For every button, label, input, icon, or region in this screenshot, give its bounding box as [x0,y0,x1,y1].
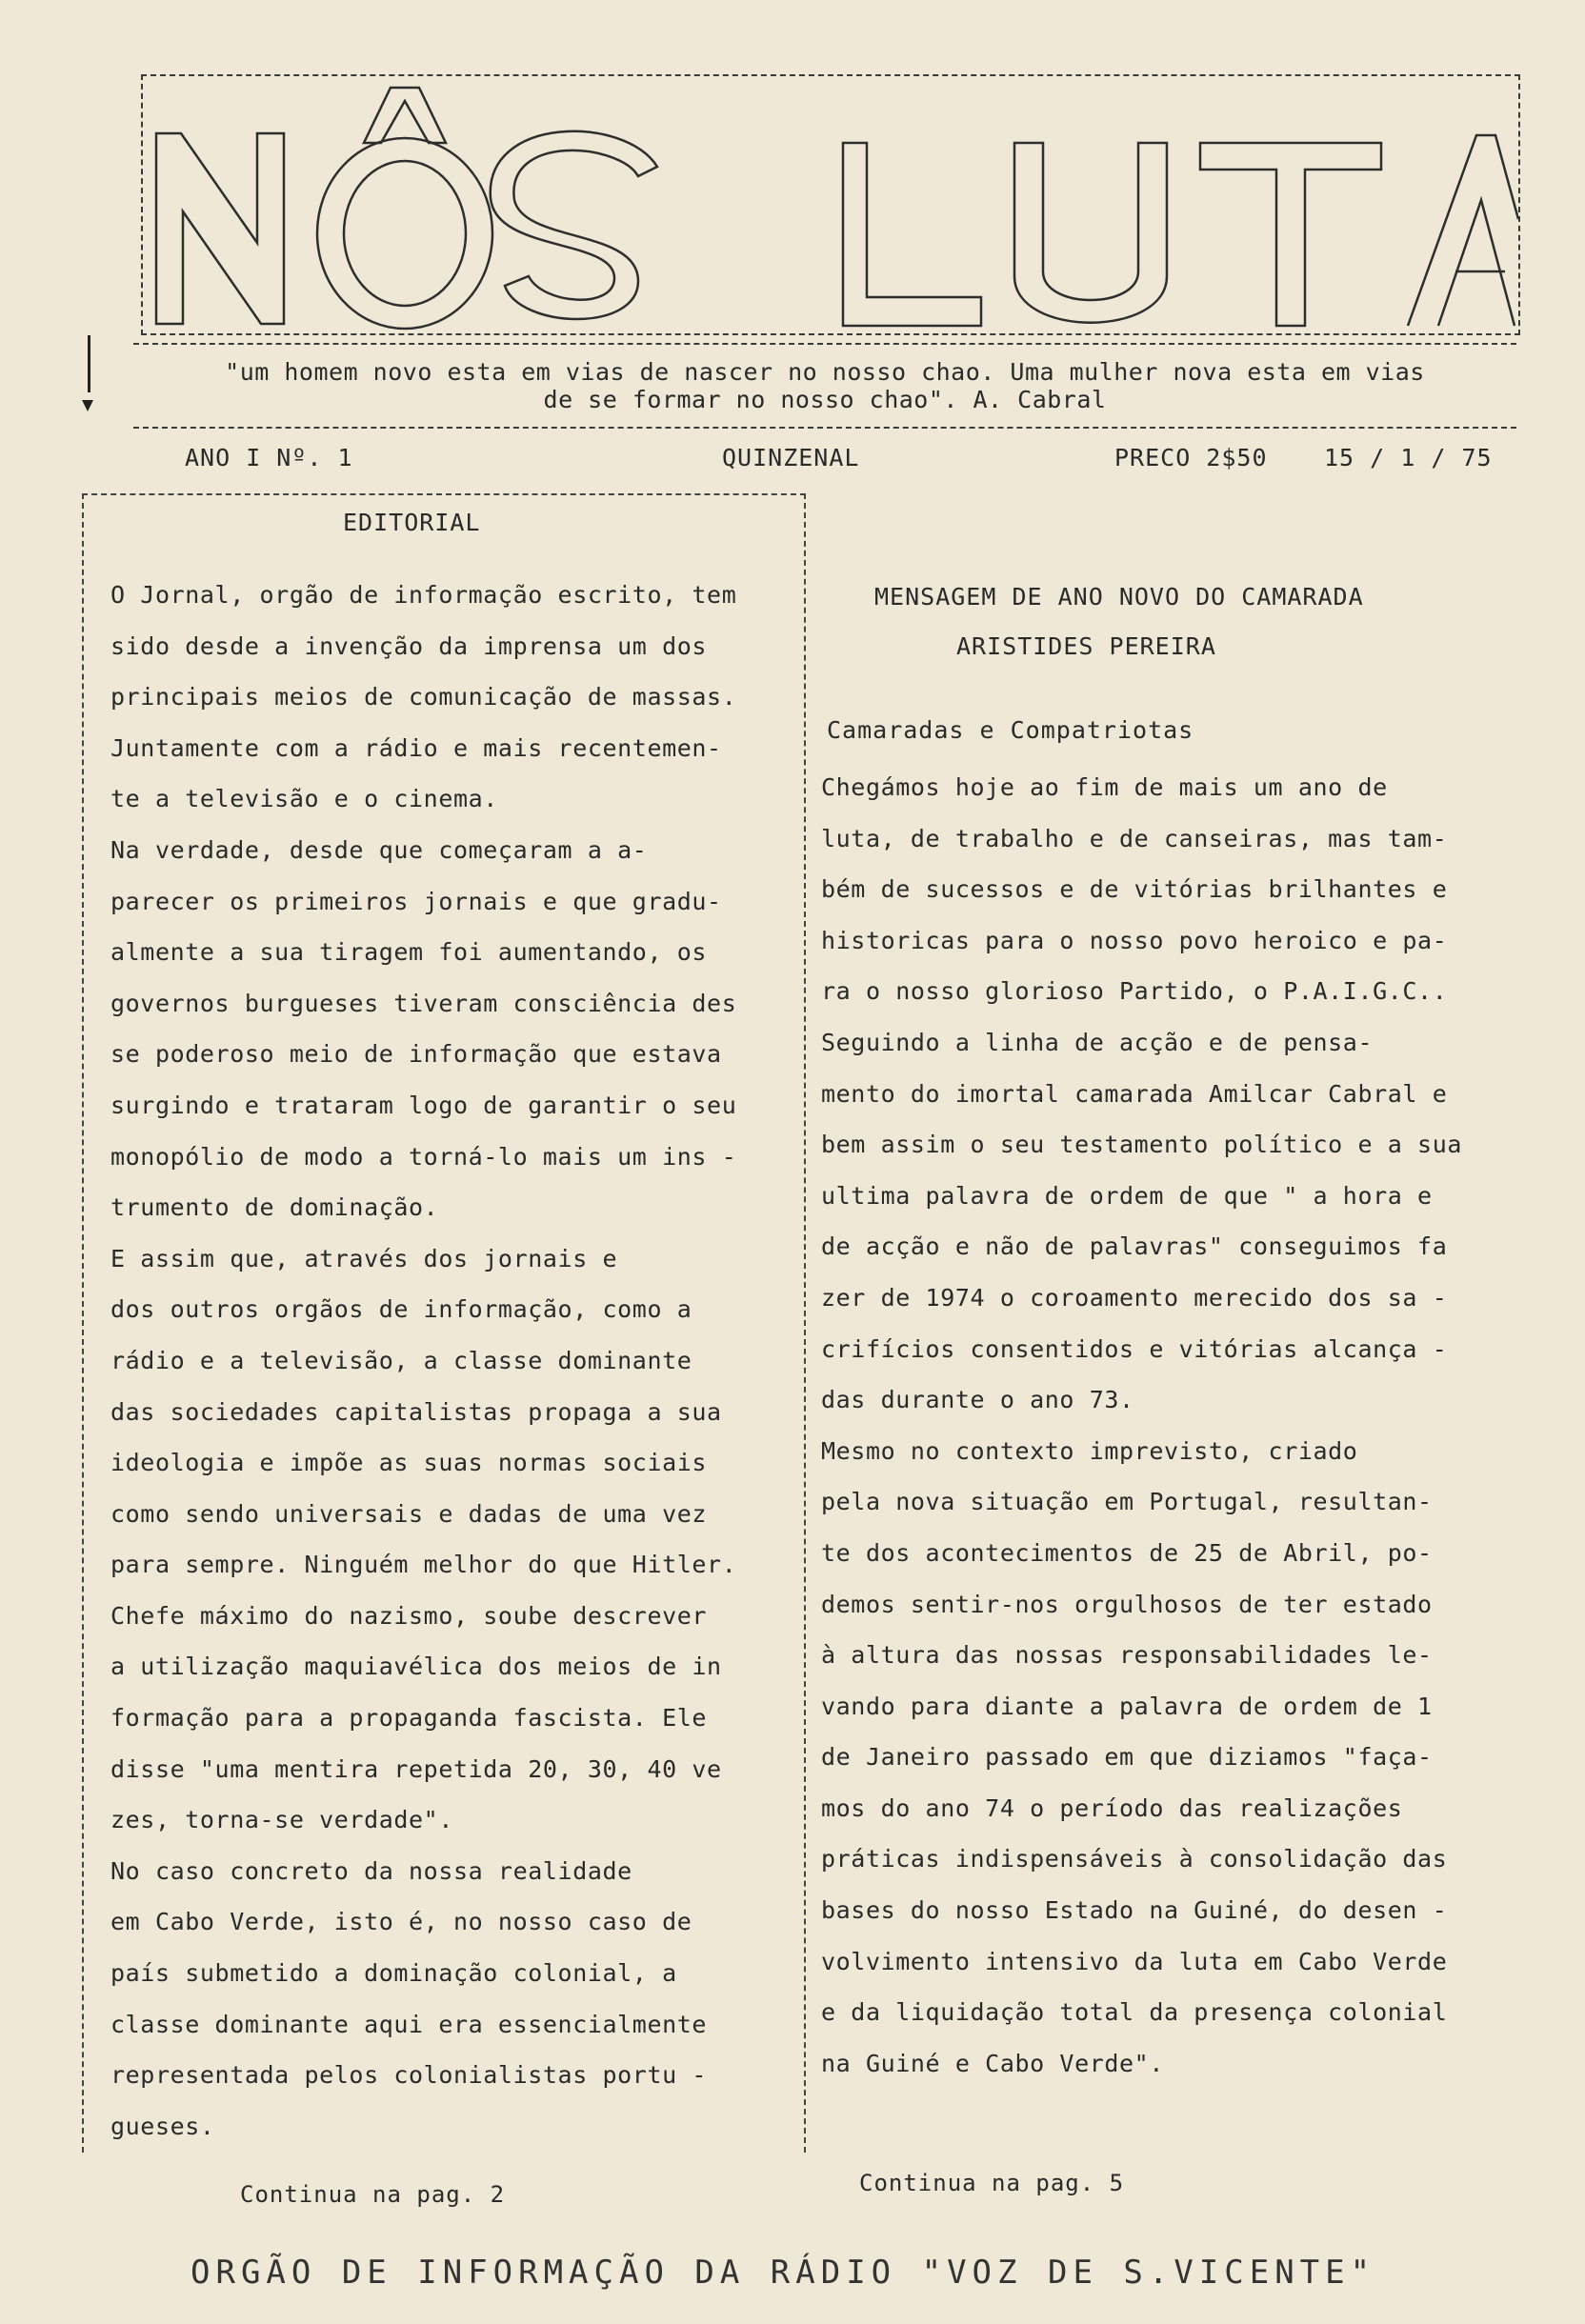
masthead [141,74,1520,335]
editorial-line: se poderoso meio de informação que estava [110,1040,722,1069]
editorial-line: país submetido a dominação colonial, a [110,1959,677,1988]
quote-box [133,343,1516,429]
message-line: demos sentir-nos orgulhosos de ter estado [821,1590,1433,1618]
editorial-continued: Continua na pag. 2 [240,2181,506,2208]
footer-banner: ORGÃO DE INFORMAÇÃO DA RÁDIO "VOZ DE S.VICENTE" [191,2254,1376,2292]
message-line: ultima palavra de ordem de que " a hora e [821,1181,1433,1210]
editorial-line: Chefe máximo do nazismo, soube descrever [110,1601,708,1630]
message-body [821,762,1462,2089]
message-line: Mesmo no contexto imprevisto, criado [821,1436,1358,1465]
message-line: crifícios consentidos e vitórias alcança - [821,1334,1448,1363]
editorial-line: formação para a propaganda fascista. Ele [110,1704,708,1733]
editorial-line: a utilização maquiavélica dos meios de in [110,1653,722,1681]
editorial-line: sido desde a invenção da imprensa um dos [110,631,708,660]
message-line: mento do imortal camarada Amilcar Cabral e [821,1079,1448,1108]
editorial-line: E assim que, através dos jornais e [110,1244,618,1272]
message-heading-line-2: ARISTIDES PEREIRA [956,632,1216,660]
editorial-line: parecer os primeiros jornais e que gradu- [110,887,722,915]
editorial-line: te a televisão e o cinema. [110,785,498,813]
masthead-logo [143,76,1518,333]
margin-arrow [82,400,93,411]
message-heading-line-1: MENSAGEM DE ANO NOVO DO CAMARADA [874,583,1364,611]
editorial-body [110,570,736,2152]
cabral-quote [171,358,1478,413]
message-line: práticas indispensáveis à consolidação das [821,1845,1448,1873]
message-line: e da liquidação total da presença colonial [821,1998,1448,2027]
quote-line-2: de se formar no nosso chao". A. Cabral [543,386,1107,413]
message-line: te dos acontecimentos de 25 de Abril, po- [821,1538,1433,1567]
message-line: de acção e não de palavras" conseguimos fa [821,1232,1448,1261]
editorial-line: classe dominante aqui era essencialmente [110,2010,708,2038]
editorial-line: governos burgueses tiveram consciência des [110,989,737,1017]
margin-mark [88,335,90,392]
message-line: vando para diante a palavra de ordem de 1 [821,1692,1433,1720]
editorial-heading: EDITORIAL [343,509,481,536]
message-line: zer de 1974 o coroamento merecido dos sa - [821,1283,1448,1312]
message-line: luta, de trabalho e de canseiras, mas tam- [821,824,1448,852]
message-line: historicas para o nosso povo heroico e pa- [821,926,1448,954]
editorial-line: principais meios de comunicação de massas. [110,683,737,711]
editorial-line: surgindo e trataram logo de garantir o seu [110,1091,737,1119]
message-line: ra o nosso glorioso Partido, o P.A.I.G.C.. [821,977,1448,1006]
message-line: pela nova situação em Portugal, resultan- [821,1488,1433,1516]
message-line: Chegámos hoje ao fim de mais um ano de [821,773,1388,801]
price: PRECO 2$50 [1114,444,1268,471]
editorial-line: Juntamente com a rádio e mais recentemen- [110,733,722,762]
message-line: volvimento intensivo da luta em Cabo Verde [821,1947,1448,1975]
message-line: das durante o ano 73. [821,1386,1134,1414]
editorial-line: No caso concreto da nossa realidade [110,1856,632,1885]
message-continued: Continua na pag. 5 [859,2170,1125,2196]
message-line: de Janeiro passado em que diziamos "faça- [821,1743,1433,1772]
editorial-line: ideologia e impõe as suas normas sociais [110,1449,708,1477]
message-line: bém de sucessos e de vitórias brilhantes e [821,875,1448,904]
message-line: à altura das nossas responsabilidades le- [821,1641,1433,1670]
message-line: na Guiné e Cabo Verde". [821,2049,1164,2077]
editorial-line: trumento de dominação. [110,1193,439,1222]
editorial-line: gueses. [110,2112,215,2140]
editorial-line: representada pelos colonialistas portu - [110,2061,708,2090]
editorial-line: Na verdade, desde que começaram a a- [110,835,648,864]
editorial-line: dos outros orgãos de informação, como a [110,1295,692,1324]
quote-line-1: "um homem novo esta em vias de nascer no nosso chao. Uma mulher nova esta em vias [225,358,1425,386]
editorial-line: para sempre. Ninguém melhor do que Hitler. [110,1551,737,1579]
message-line: bases do nosso Estado na Guiné, do desen - [821,1896,1448,1925]
editorial-line: em Cabo Verde, isto é, no nosso caso de [110,1908,692,1936]
editorial-line: O Jornal, orgão de informação escrito, tem [110,581,737,609]
message-line: mos do ano 74 o período das realizações [821,1793,1403,1822]
editorial-line: das sociedades capitalistas propaga a sua [110,1397,722,1426]
message-greeting: Camaradas e Compatriotas [827,716,1194,744]
issue-date: 15 / 1 / 75 [1324,444,1493,471]
editorial-line: rádio e a televisão, a classe dominante [110,1346,692,1374]
editorial-line: monopólio de modo a torná-lo mais um ins - [110,1142,737,1171]
message-line: bem assim o seu testamento político e a sua [821,1131,1463,1159]
editorial-line: disse "uma mentira repetida 20, 30, 40 ve [110,1754,722,1783]
frequency: QUINZENAL [722,444,860,471]
issue-number: ANO I Nº. 1 [185,444,353,471]
editorial-line: almente a sua tiragem foi aumentando, os [110,938,708,967]
editorial-line: como sendo universais e dadas de uma vez [110,1499,708,1528]
message-line: Seguindo a linha de acção e de pensa- [821,1028,1374,1056]
editorial-line: zes, torna-se verdade". [110,1806,453,1834]
